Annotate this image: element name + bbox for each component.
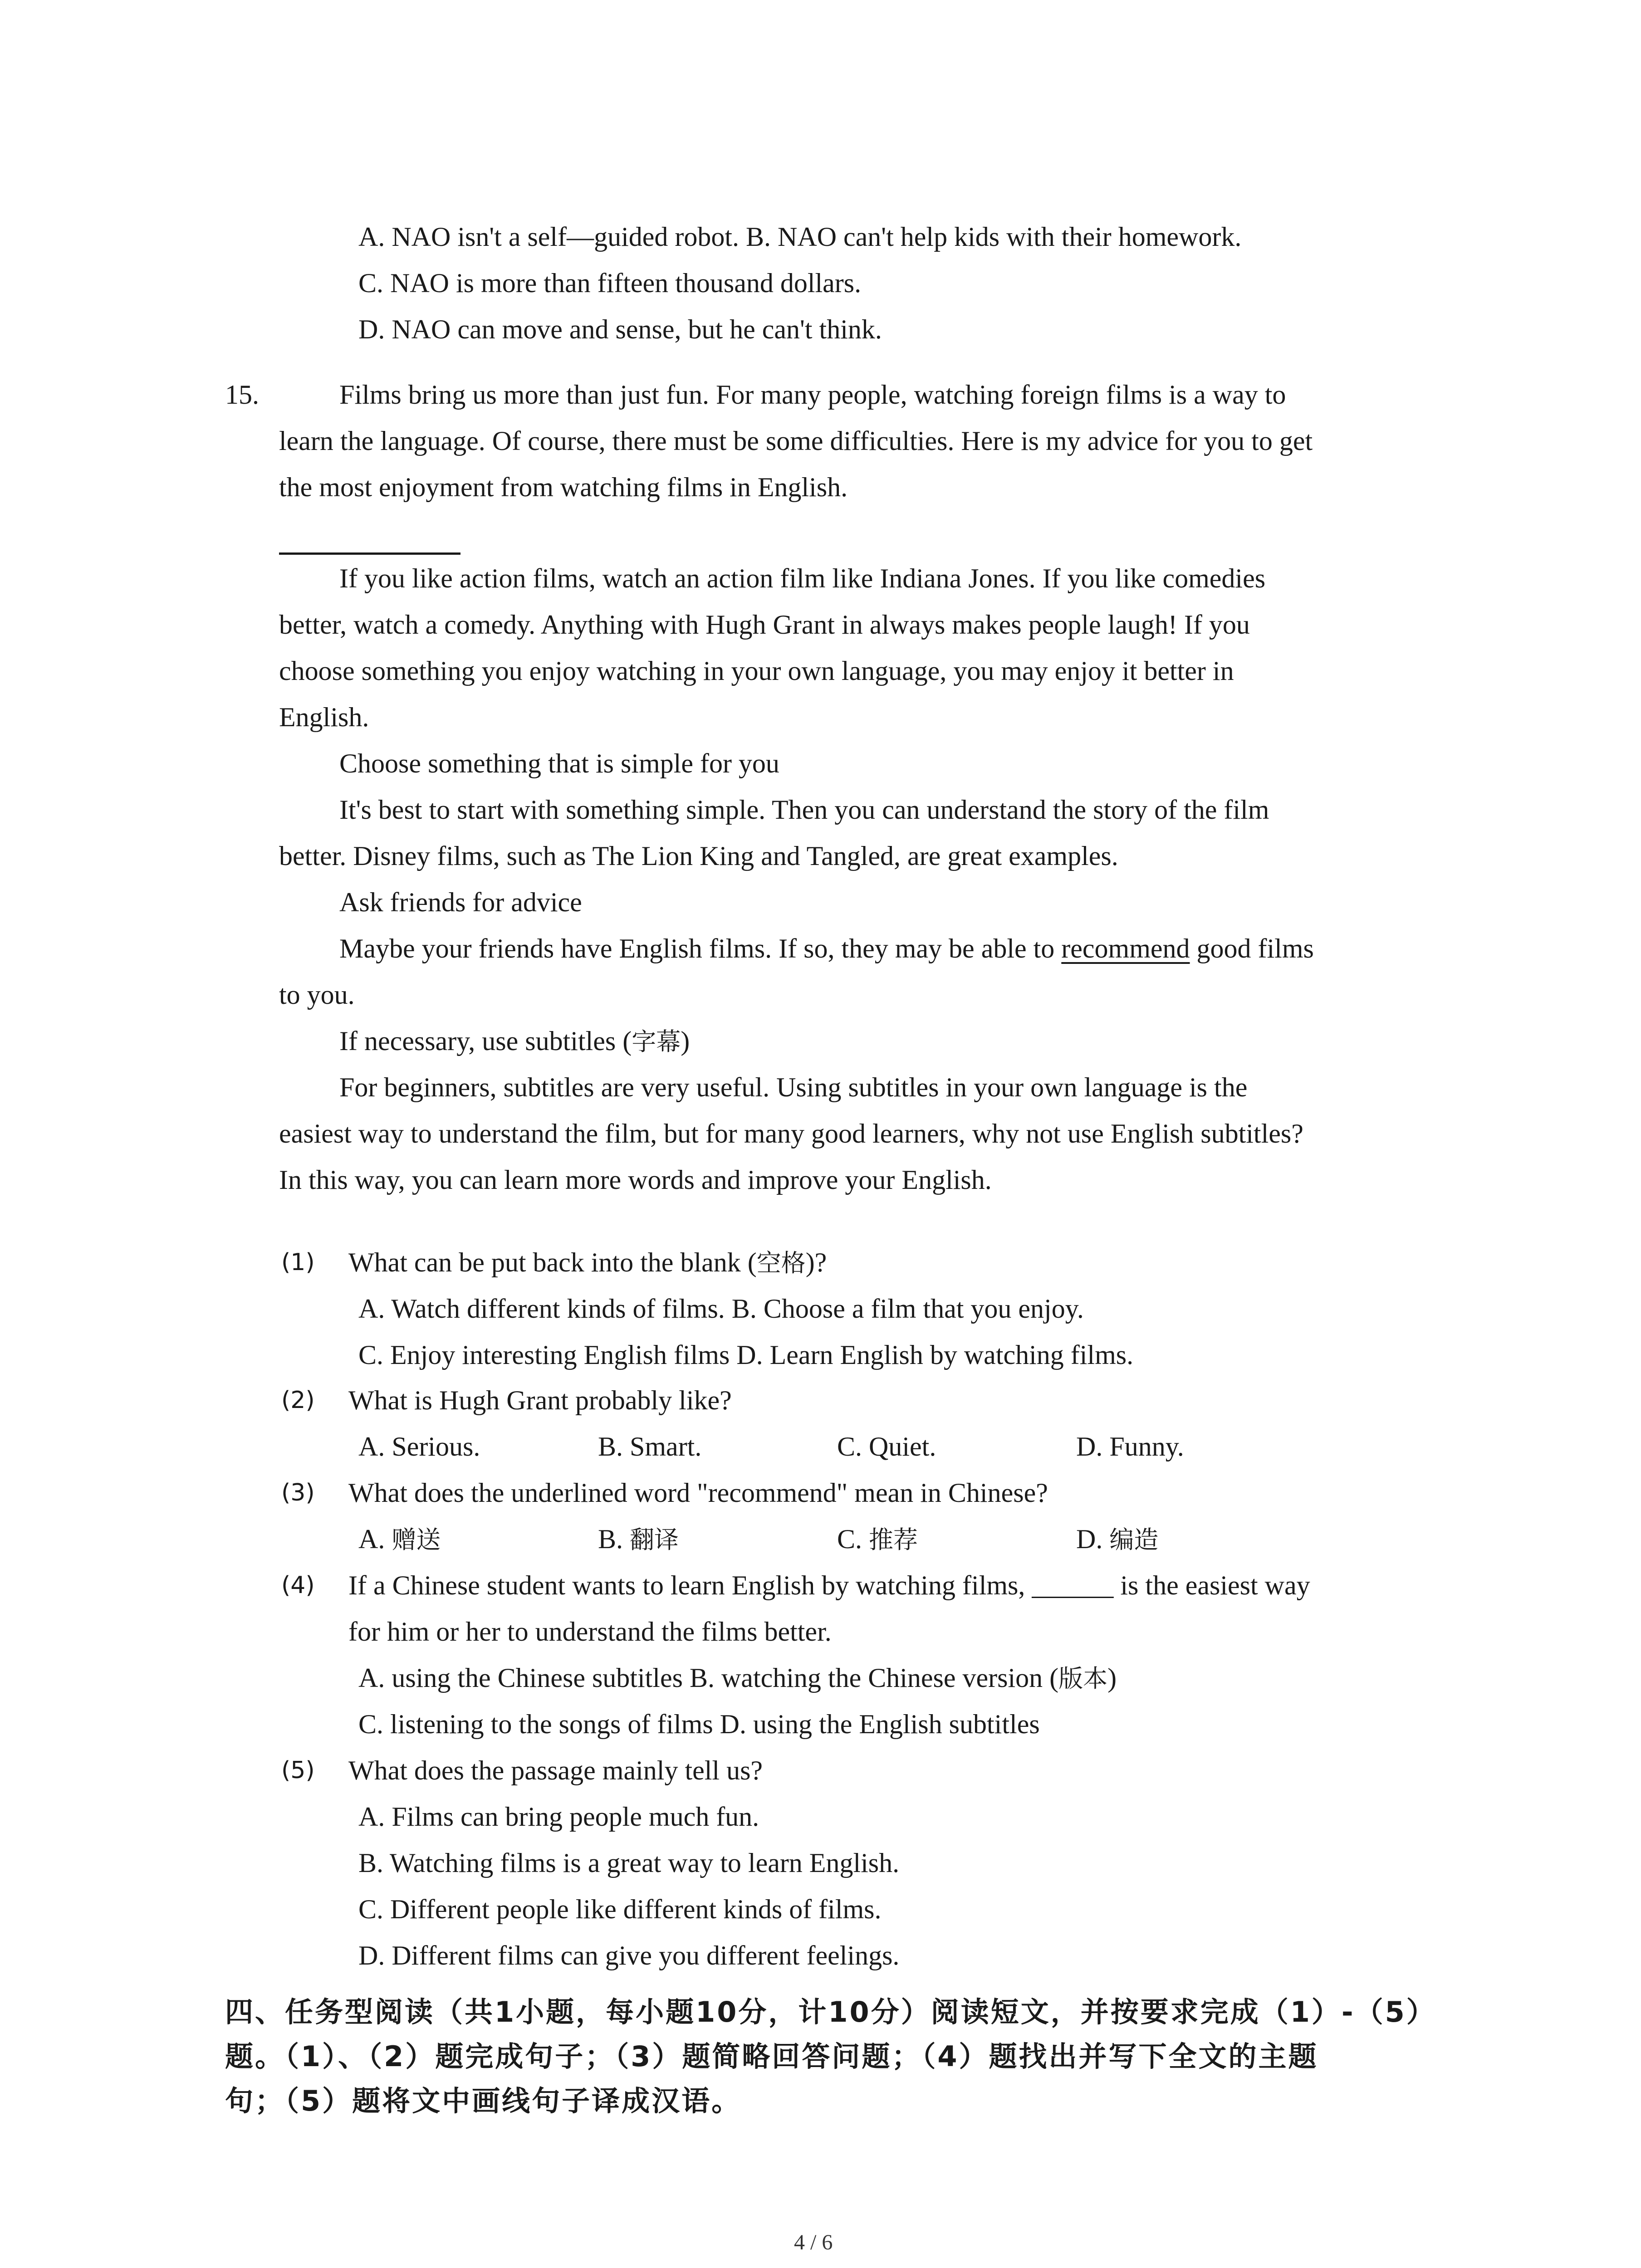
- q14-option-ab: A. NAO isn't a self—guided robot. B. NAO can't help kids with their homework.: [358, 222, 1242, 252]
- para4-line-1: For beginners, subtitles are very useful. Using subtitles in your own language is the: [339, 1072, 1248, 1102]
- q1-options-ab: A. Watch different kinds of films. B. Choose a film that you enjoy.: [358, 1294, 1084, 1324]
- subquestion-number-1: (1): [281, 1249, 315, 1276]
- q5-stem: What does the passage mainly tell us?: [348, 1755, 763, 1785]
- q3-option-d: [1076, 1525, 1158, 1553]
- page-number: 4 / 6: [794, 2230, 833, 2254]
- q4-options-ab-end: ): [1107, 1663, 1117, 1693]
- para3-line-2: to you.: [279, 980, 355, 1010]
- q5-option-a: A. Films can bring people much fun.: [358, 1802, 759, 1832]
- q2-option-a: A. Serious.: [358, 1432, 480, 1461]
- subquestion-number-4: (4): [281, 1572, 315, 1599]
- q4-options-ab: [358, 1664, 1117, 1691]
- para1-line-2: better, watch a comedy. Anything with Hugh Grant in always makes people laugh! If you: [279, 610, 1250, 640]
- subquestion-number-2: (2): [281, 1387, 315, 1414]
- subheading-subtitles-cn: 字幕: [632, 1027, 681, 1056]
- q1-options-cd: C. Enjoy interesting English films D. Learn English by watching films.: [358, 1340, 1134, 1370]
- q5-option-c: C. Different people like different kinds of films.: [358, 1894, 882, 1924]
- q3-option-a-letter: A.: [358, 1524, 392, 1554]
- section4-instructions-line-3: 句；（5）题将文中画线句子译成汉语。: [225, 2084, 742, 2117]
- q1-stem: [348, 1249, 827, 1276]
- q1-stem-en: What can be put back into the blank (: [348, 1247, 757, 1277]
- subheading-subtitles-end: ): [681, 1026, 690, 1056]
- q2-option-c: C. Quiet.: [837, 1432, 936, 1461]
- q4-stem-line-1: If a Chinese student wants to learn English by watching films, ______ is the easiest way: [348, 1570, 1310, 1600]
- passage-intro-line-2: learn the language. Of course, there must be some difficulties. Here is my advice for you to get: [279, 426, 1313, 456]
- subheading-subtitles-en: If necessary, use subtitles (: [339, 1026, 632, 1056]
- subheading-advice: Ask friends for advice: [339, 887, 582, 917]
- para3-post: good films: [1190, 934, 1314, 963]
- subheading-simple: Choose something that is simple for you: [339, 748, 779, 778]
- q3-option-b-letter: B.: [598, 1524, 630, 1554]
- q4-options-ab-en: A. using the Chinese subtitles B. watching the Chinese version (: [358, 1663, 1059, 1693]
- para3-line-1: [339, 935, 1314, 962]
- q2-stem: What is Hugh Grant probably like?: [348, 1385, 732, 1415]
- para1-line-1: If you like action films, watch an action film like Indiana Jones. If you like comedies: [339, 563, 1266, 593]
- q3-option-c-letter: C.: [837, 1524, 869, 1554]
- q4-options-cd: C. listening to the songs of films D. using the English subtitles: [358, 1709, 1040, 1739]
- q5-option-d: D. Different films can give you different feelings.: [358, 1941, 900, 1970]
- para4-line-2: easiest way to understand the film, but for many good learners, why not use English subtitles?: [279, 1119, 1303, 1149]
- q2-option-d: D. Funny.: [1076, 1432, 1184, 1461]
- q3-option-d-text: 编造: [1109, 1525, 1159, 1554]
- q4-stem-line-2: for him or her to understand the films better.: [348, 1617, 832, 1647]
- q14-option-d: D. NAO can move and sense, but he can't think.: [358, 314, 882, 344]
- answer-blank-line: [279, 552, 460, 555]
- para3-pre: Maybe your friends have English films. If so, they may be able to: [339, 934, 1062, 963]
- question-number-15: 15.: [225, 380, 259, 410]
- q3-option-a: [358, 1525, 441, 1553]
- subheading-subtitles: [339, 1027, 690, 1055]
- q2-option-b: B. Smart.: [598, 1432, 702, 1461]
- passage-intro-line-3: the most enjoyment from watching films in English.: [279, 472, 848, 502]
- section4-instructions-line-2: 题。（1）、（2）题完成句子；（3）题简略回答问题；（4）题找出并写下全文的主题: [225, 2040, 1318, 2073]
- section4-instructions-line-1: 四、任务型阅读（共1小题，每小题10分，计10分）阅读短文，并按要求完成（1）-（5）: [225, 1995, 1436, 2028]
- q1-stem-end: )?: [805, 1247, 827, 1277]
- q3-option-c-text: 推荐: [869, 1525, 918, 1554]
- q3-stem: What does the underlined word "recommend" mean in Chinese?: [348, 1478, 1048, 1508]
- underlined-word-recommend: recommend: [1061, 934, 1190, 963]
- q3-option-d-letter: D.: [1076, 1524, 1110, 1554]
- q3-option-a-text: 赠送: [392, 1525, 441, 1554]
- q3-option-b-text: 翻译: [630, 1525, 679, 1554]
- para1-line-3: choose something you enjoy watching in your own language, you may enjoy it better in: [279, 656, 1234, 686]
- para2-line-1: It's best to start with something simple. Then you can understand the story of the film: [339, 795, 1269, 825]
- q3-option-b: [598, 1525, 679, 1553]
- para2-line-2: better. Disney films, such as The Lion King and Tangled, are great examples.: [279, 841, 1118, 871]
- subquestion-number-3: (3): [281, 1479, 315, 1506]
- q4-options-ab-cn: 版本: [1058, 1664, 1108, 1693]
- para4-line-3: In this way, you can learn more words and improve your English.: [279, 1165, 992, 1195]
- passage-intro-line-1: Films bring us more than just fun. For many people, watching foreign films is a way to: [339, 380, 1286, 410]
- subquestion-number-5: (5): [281, 1757, 315, 1784]
- para1-line-4: English.: [279, 702, 369, 732]
- q14-option-c: C. NAO is more than fifteen thousand dollars.: [358, 268, 862, 298]
- q5-option-b: B. Watching films is a great way to learn English.: [358, 1848, 900, 1878]
- q1-stem-cn: 空格: [756, 1249, 806, 1277]
- q3-option-c: [837, 1525, 918, 1553]
